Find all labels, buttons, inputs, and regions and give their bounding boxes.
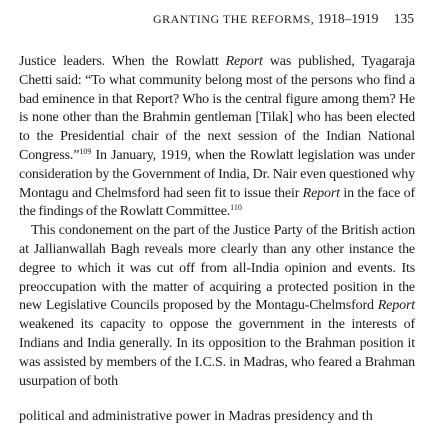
paragraph-1-text-b: was published, Tyagaraja Chetti said: “To what community belong most of the persons who find a bad eminence in that Report? Who is the central figure among them? He is none other than the Brahmin gentleman [Tilak] who has been elected to the Presidential chair of the next session of the Indian National Congress.” [19, 54, 415, 163]
running-head-title: GRANTING THE REFORMS, [152, 12, 315, 26]
paragraph-1-text-c: In January, 1919, when the Rowlatt legislation was under consideration by the Government of India, Dr. Nair even questioned why Montagu and Chelmsford had seen fit to issue their [19, 147, 415, 201]
footnote-ref-110: 110 [230, 203, 242, 213]
italic-report-title: Report [225, 54, 263, 69]
running-head [153, 11, 414, 27]
paragraph-2-text-b: weakened its capacity to oppose the government in the interests of Indians and India generally. In its opposition to the Brahman position it was assisted by members of the I.C.S. in Madras, who feared a Brahman usurpation of both [19, 317, 415, 389]
paragraph-1-text-a: Justice leaders. When the Rowlatt [19, 54, 226, 69]
page-number: 135 [393, 11, 414, 26]
cutoff-text: political and administrative power in Madras presidency and th [19, 409, 373, 424]
footnote-ref-109: 109 [79, 146, 92, 156]
paragraph-1 [19, 53, 415, 222]
body-text [19, 53, 415, 391]
running-head-years: 1918–1919 [317, 11, 379, 26]
cutoff-text-line [19, 409, 415, 426]
italic-report-title: Report [302, 185, 340, 201]
paragraph-2-text-a: This condonement on the part of the Justice Party of the British action at Jallianwallah Bagh reveals more clearly than any other instance the degree to which it was cut off from all-India opinion and events. Its preoccupation with the matter of acquiring a protected position in the new Legislative Councils proposed by the Montagu-Chelmsford [19, 223, 415, 314]
paragraph-2 [19, 222, 415, 391]
italic-report-title: Report [377, 298, 415, 314]
paragraph-1-text-d: in the face of the findings of the Rowlatt Committee. [19, 185, 415, 220]
